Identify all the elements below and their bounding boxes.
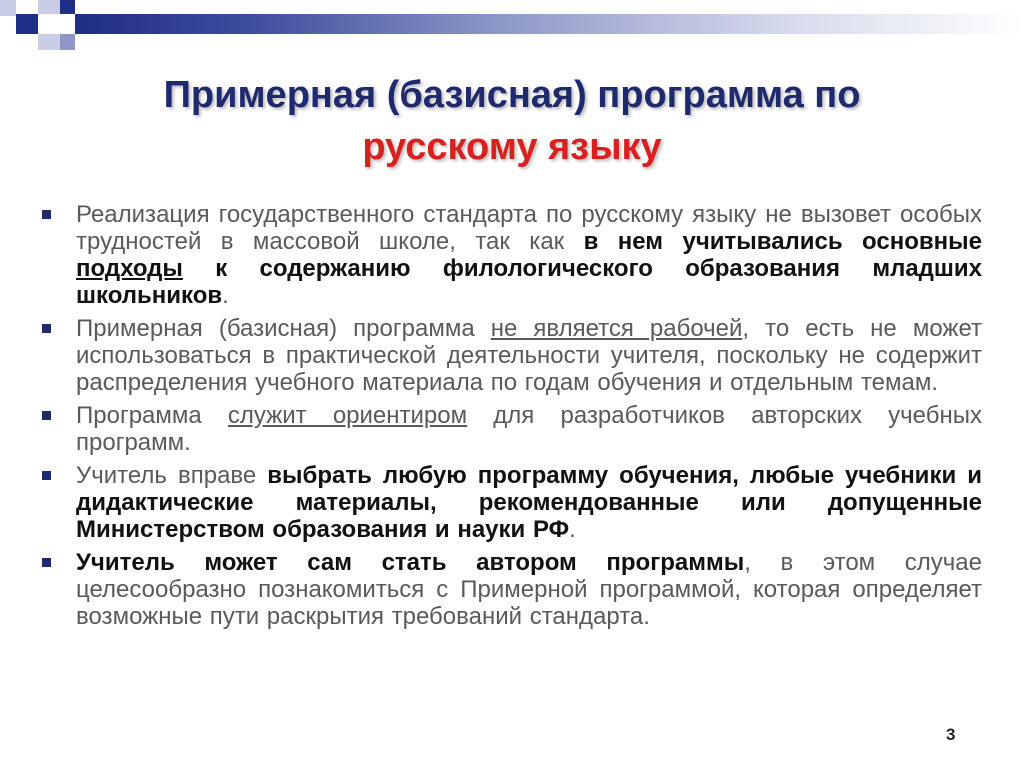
page-number: 3: [946, 725, 956, 744]
square-bullet-icon: [42, 471, 51, 480]
bullet-item: [42, 402, 982, 456]
decor-square: [60, 0, 75, 14]
bullet-text: Учитель может сам стать автором программы, в этом случае целесообразно познакомиться с Примерной программой, которая определяет возможные пути раскрытия требований стандарта.: [76, 549, 982, 630]
decor-square: [38, 34, 60, 50]
bullet-text: Программа служит ориентиром для разработчиков авторских учебных программ.: [76, 402, 982, 456]
bullet-list: [42, 201, 982, 636]
square-bullet-icon: [42, 210, 51, 219]
bullet-item: [42, 201, 982, 309]
bullet-text: Учитель вправе выбрать любую программу обучения, любые учебники и дидактические материалы, рекомендованные или допущенные Министерством образования и науки РФ.: [76, 462, 982, 543]
decor-square: [0, 0, 16, 16]
slide-title-line2: русскому языку: [362, 126, 662, 168]
decor-square: [16, 14, 38, 34]
header-gradient-bar: [75, 14, 1024, 34]
bullet-item: [42, 462, 982, 543]
bullet-text: Реализация государственного стандарта по русскому языку не вызовет особых трудностей в массовой школе, так как в нем учитывались основные подходы к содержанию филологического образования младших школьников.: [76, 201, 983, 309]
decor-square: [38, 0, 60, 14]
decor-square: [60, 14, 75, 34]
bullet-item: [42, 549, 982, 630]
square-bullet-icon: [42, 558, 51, 567]
decor-square: [60, 34, 75, 50]
square-bullet-icon: [42, 411, 51, 420]
bullet-item: [42, 315, 982, 396]
square-bullet-icon: [42, 324, 51, 333]
slide-title-line1: Примерная (базисная) программа по: [163, 74, 861, 116]
bullet-text: Примерная (базисная) программа не является рабочей, то есть не может использоваться в практической деятельности учителя, поскольку не содержит распределения учебного материала по годам обучения и отдельным темам.: [76, 315, 983, 396]
